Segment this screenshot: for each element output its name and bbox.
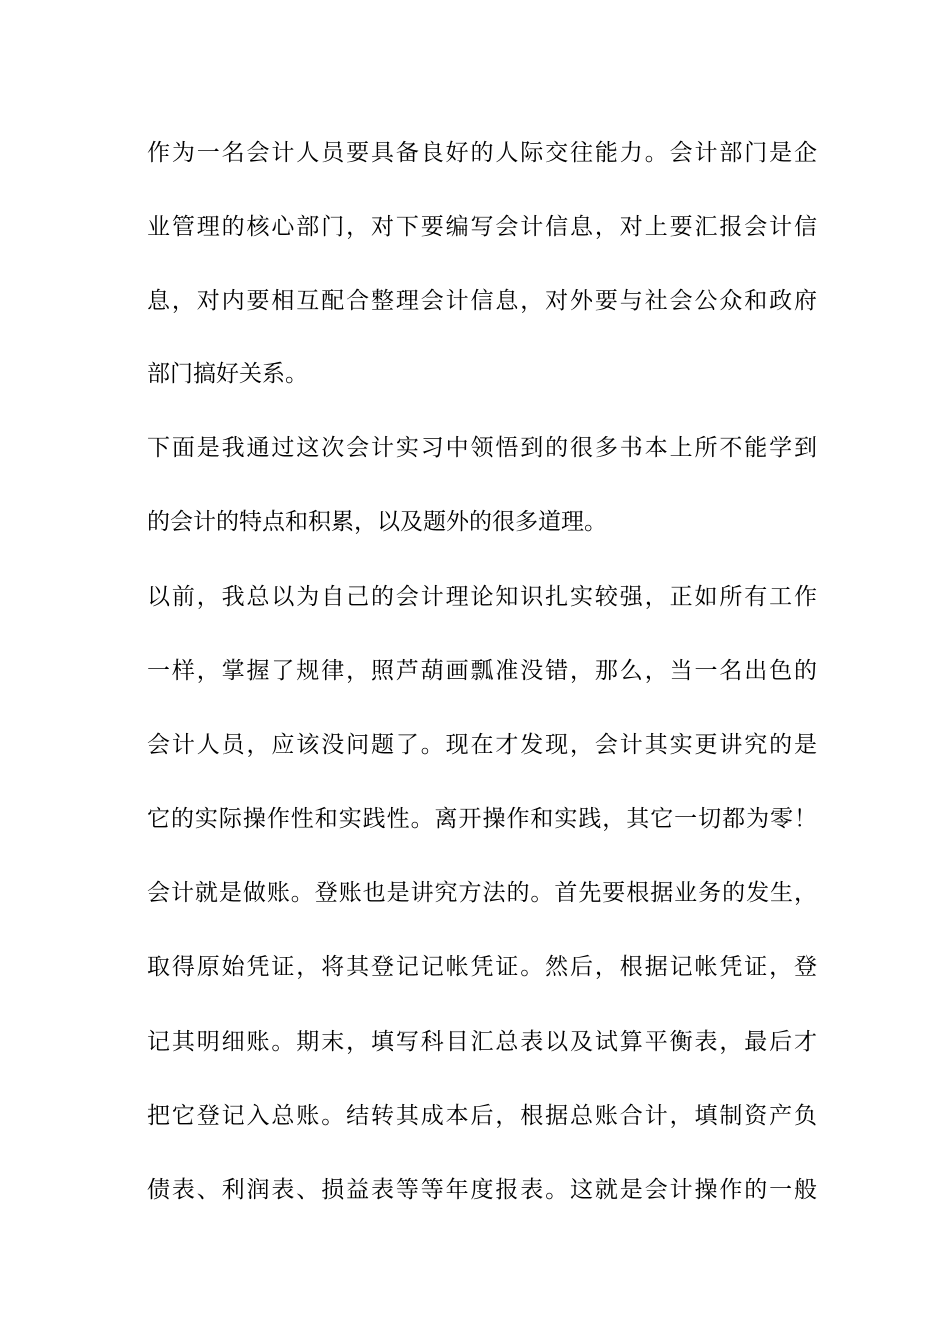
text-line-3: 息，对内要相互配合整理会计信息，对外要与社会公众和政府 [147, 288, 817, 314]
text-line-1: 作为一名会计人员要具备良好的人际交往能力。会计部门是企 [147, 140, 817, 166]
text-line-2: 业管理的核心部门，对下要编写会计信息，对上要汇报会计信 [147, 214, 817, 240]
text-line-5: 下面是我通过这次会计实习中领悟到的很多书本上所不能学到 [147, 435, 817, 461]
text-line-11: 会计就是做账。登账也是讲究方法的。首先要根据业务的发生， [147, 880, 817, 906]
text-line-4: 部门搞好关系。 [147, 361, 308, 387]
text-line-9: 会计人员，应该没问题了。现在才发现，会计其实更讲究的是 [147, 732, 817, 758]
text-line-6: 的会计的特点和积累，以及题外的很多道理。 [147, 509, 607, 535]
text-line-12: 取得原始凭证，将其登记记帐凭证。然后，根据记帐凭证，登 [147, 954, 817, 980]
text-line-14: 把它登记入总账。结转其成本后，根据总账合计，填制资产负 [147, 1103, 817, 1129]
text-line-10: 它的实际操作性和实践性。离开操作和实践，其它一切都为零！ [147, 806, 817, 832]
text-line-7: 以前，我总以为自己的会计理论知识扎实较强，正如所有工作 [147, 584, 817, 610]
text-line-13: 记其明细账。期末，填写科目汇总表以及试算平衡表，最后才 [147, 1029, 817, 1055]
text-line-15: 债表、利润表、损益表等等年度报表。这就是会计操作的一般 [147, 1177, 817, 1203]
text-line-8: 一样，掌握了规律，照芦葫画瓢准没错，那么，当一名出色的 [147, 658, 817, 684]
